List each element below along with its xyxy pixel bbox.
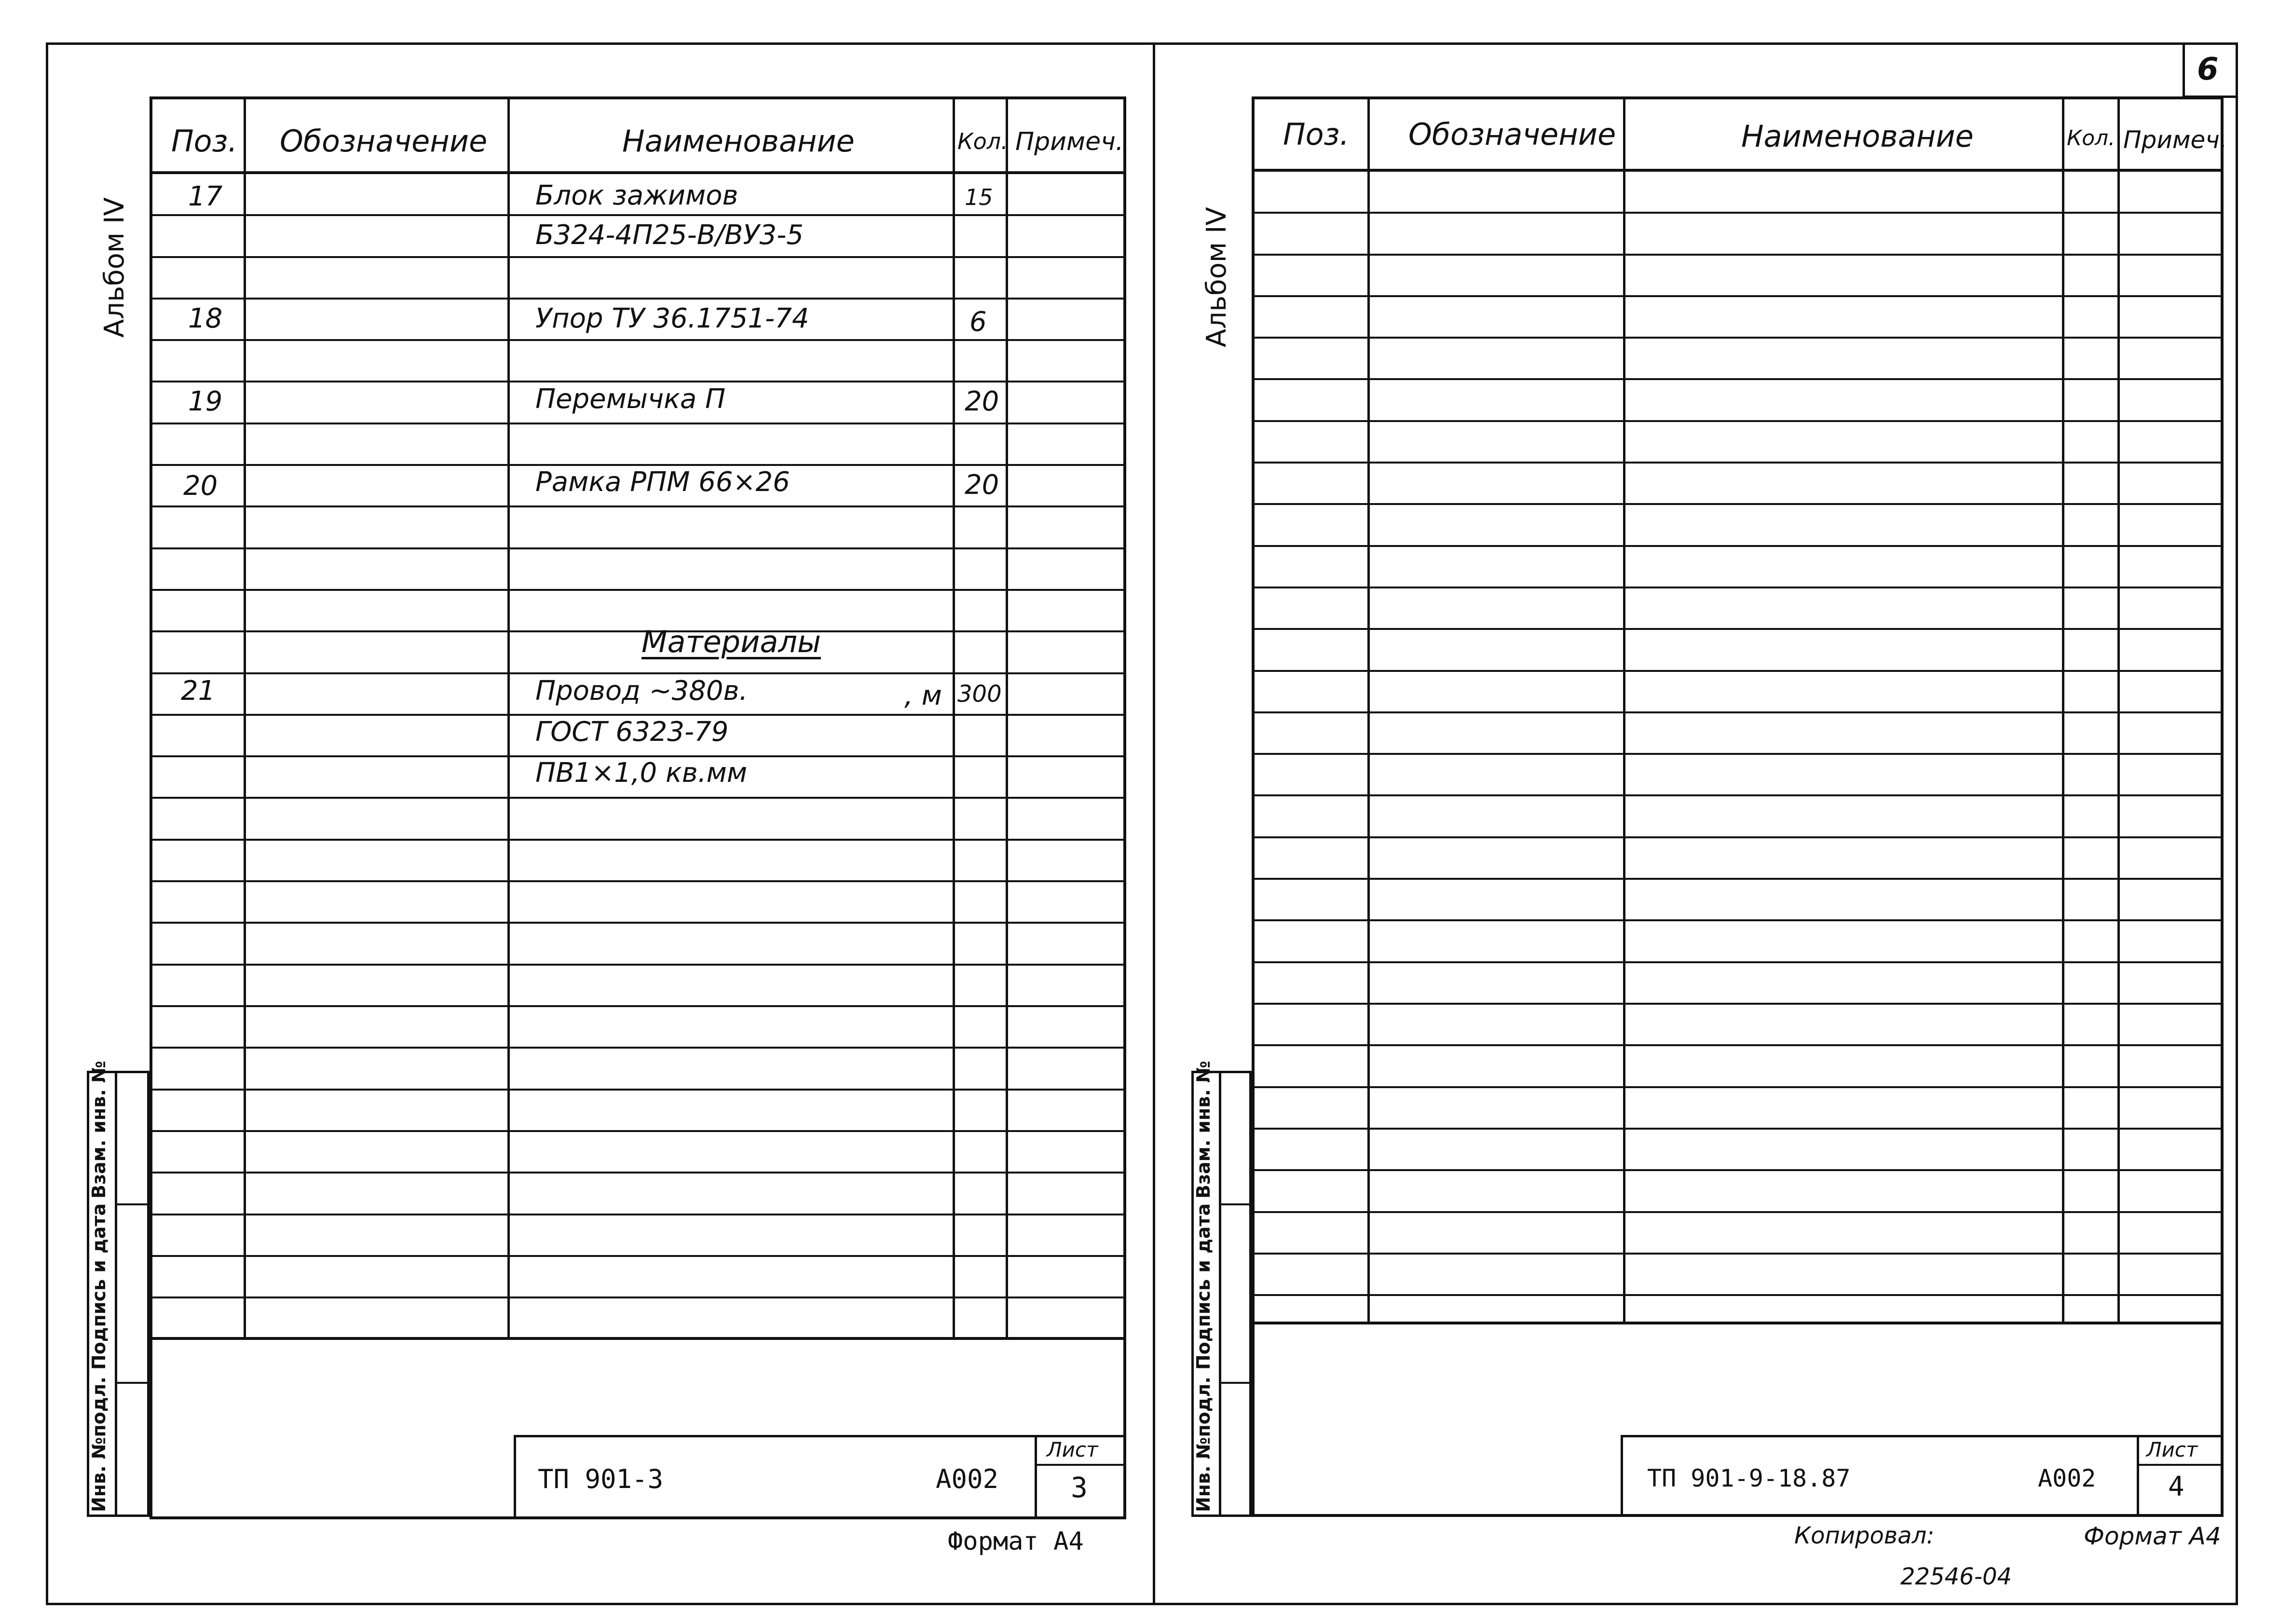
left-row-name: Б324-4П25-В/ВУ3-5 [535,219,804,251]
left-row-qty: 15 [965,184,993,210]
right-title-sheet-line [2137,1464,2224,1466]
table-row-line [150,256,1126,258]
table-row-line [1252,670,2224,672]
table-row-line [1252,1128,2224,1130]
center-fold-line [1153,42,1155,1605]
table-row-line [1252,919,2224,921]
table-row-line [150,505,1126,507]
right-col-line [1367,96,1370,1322]
table-row-line [150,298,1126,300]
table-row-line [150,464,1126,466]
right-sheet-value: 4 [2168,1471,2184,1502]
table-row-line [1252,587,2224,588]
table-row-line [150,797,1126,799]
table-row-line [150,714,1126,716]
table-row-line [150,839,1126,841]
left-format-label: Формат А4 [948,1527,1084,1556]
right-title-divider [2137,1435,2139,1517]
right-format-label: Формат А4 [2084,1522,2221,1550]
right-col-line [1623,96,1625,1322]
table-row-line [1252,1294,2224,1296]
left-side-stamp-line [115,1382,150,1384]
table-row-line [150,547,1126,549]
table-row-line [1252,961,2224,963]
table-row-line [150,1130,1126,1132]
right-header-name: Наименование [1741,119,1974,154]
right-side-stamp-divider [1219,1071,1221,1517]
right-side-stamp-line [1219,1203,1252,1205]
table-row-line [150,589,1126,591]
right-stamp-replace: Взам. инв. № [1193,1061,1214,1199]
table-row-line [150,1089,1126,1091]
archive-number: 22546-04 [1900,1563,2012,1590]
table-row-line [150,214,1126,216]
table-row-line [1252,836,2224,838]
left-row-pos: 18 [188,303,223,334]
table-row-line [1252,212,2224,214]
table-row-line [1252,794,2224,796]
table-row-line [150,1214,1126,1215]
table-row-line [1252,1169,2224,1171]
left-header-name: Наименование [622,123,855,159]
right-album-label: Альбом IV [1201,207,1232,347]
left-header-qty: Кол. [957,128,1008,154]
left-side-stamp-divider [115,1071,117,1517]
table-row-line [1252,1253,2224,1255]
table-row-line [150,922,1126,924]
table-row-line [1252,254,2224,256]
left-row-pos: 21 [181,675,216,707]
left-row-qty: 20 [965,386,999,417]
table-row-line [1252,420,2224,422]
left-col-line [244,96,246,1338]
table-row-line [1252,378,2224,380]
right-doc-code: А002 [2038,1464,2096,1492]
left-row-name: Рамка РПМ 66×26 [535,466,790,498]
table-row-line [1252,337,2224,339]
left-header-line [150,171,1126,174]
left-row-pos: 20 [183,470,218,502]
right-header-qty: Кол. [2067,126,2115,150]
table-row-line [1252,462,2224,464]
left-row-name: ПВ1×1,0 кв.мм [535,757,748,789]
left-col-line [507,96,510,1338]
left-table-bottom [150,1337,1126,1340]
table-row-line [150,1296,1126,1298]
table-row-line [1252,628,2224,630]
right-stamp-sign: Подпись и дата [1193,1203,1214,1370]
table-row-line [150,672,1126,674]
table-row-line [1252,503,2224,505]
table-row-line [150,423,1126,424]
left-title-divider [1035,1435,1037,1519]
right-stamp-inv: Инв. №подл. [1193,1377,1214,1512]
left-row-unit: , м [904,680,942,711]
table-row-line [1252,878,2224,880]
left-col-line [1006,96,1008,1338]
table-row-line [150,1005,1126,1007]
table-row-line [1252,1003,2224,1005]
right-col-line [2117,96,2120,1322]
right-header-designation: Обозначение [1408,117,1616,152]
table-row-line [1252,711,2224,713]
right-col-line [2062,96,2064,1322]
left-stamp-sign: Подпись и дата [88,1203,109,1370]
table-row-line [150,1172,1126,1174]
sheet-number: 6 [2197,52,2219,87]
right-copied-label: Копировал: [1794,1522,1935,1549]
table-row-line [150,381,1126,382]
table-row-line [150,339,1126,341]
left-header-pos: Поз. [171,123,238,159]
right-side-stamp-line [1219,1382,1252,1384]
right-table-bottom [1252,1322,2224,1324]
left-row-qty: 300 [957,681,1002,708]
left-row-qty: 20 [965,469,999,501]
left-sheet-label: Лист [1047,1438,1098,1461]
right-table-frame [1252,96,2224,1517]
left-side-stamp-line [115,1203,150,1205]
table-row-line [1252,295,2224,297]
table-row-line [1252,1086,2224,1088]
left-sheet-value: 3 [1071,1471,1088,1504]
table-row-line [1252,545,2224,547]
table-row-line [150,630,1126,632]
table-row-line [1252,753,2224,755]
table-row-line [1252,1211,2224,1213]
right-header-pos: Поз. [1283,117,1350,152]
right-sheet-label: Лист [2146,1438,2198,1461]
left-row-name: Перемычка П [535,383,726,415]
right-doc-number: ТП 901-9-18.87 [1647,1464,1851,1492]
right-header-line [1252,169,2224,172]
left-row-pos: 19 [188,386,223,417]
left-col-line [953,96,955,1338]
left-row-name: Блок зажимов [535,180,738,211]
left-row-pos: 17 [188,181,223,212]
left-album-label: Альбом IV [99,197,130,338]
table-row-line [150,1047,1126,1049]
left-row-name: Провод ~380в. [535,675,748,707]
left-row-name: Упор ТУ 36.1751-74 [535,303,809,334]
left-header-note: Примеч. [1015,127,1124,156]
left-title-sheet-line [1035,1464,1126,1466]
table-row-line [150,880,1126,882]
left-stamp-replace: Взам. инв. № [88,1061,109,1199]
table-row-line [1252,1044,2224,1046]
left-row-name: ГОСТ 6323-79 [535,716,729,748]
table-row-line [150,964,1126,966]
left-header-designation: Обозначение [280,123,488,159]
right-header-note: Примеч. [2123,126,2227,154]
left-stamp-inv: Инв. №подл. [88,1377,109,1512]
left-doc-code: А002 [936,1464,999,1494]
left-doc-number: ТП 901-3 [538,1464,664,1494]
table-row-line [150,1255,1126,1257]
left-row-qty: 6 [969,306,987,338]
left-section-materials: Материалы [641,624,821,659]
